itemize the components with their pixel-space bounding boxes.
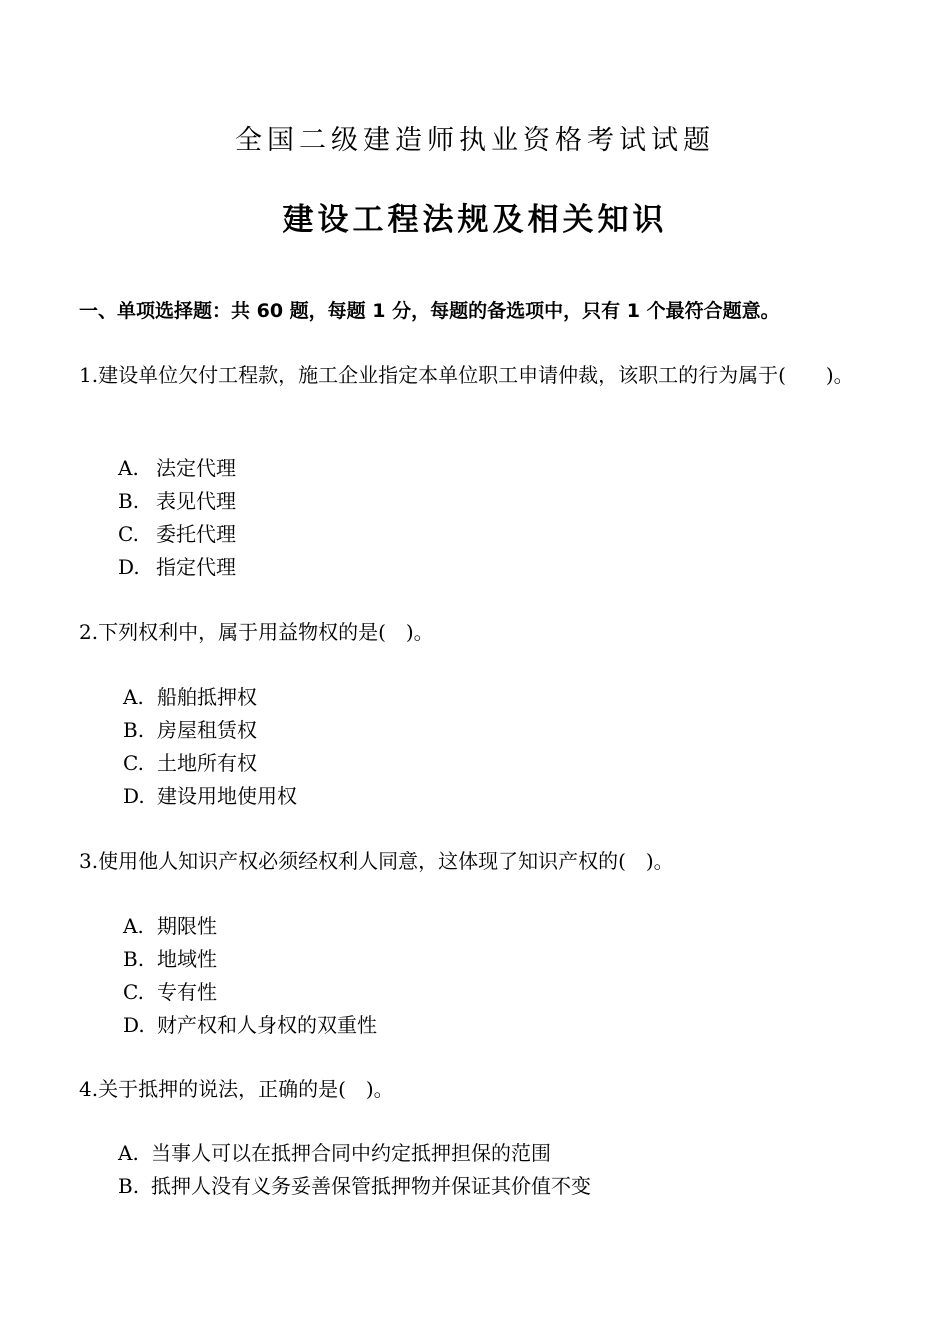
- question-4-stem: 4.关于抵押的说法，正确的是( )。: [79, 1077, 394, 1101]
- option-item: [123, 714, 297, 747]
- option-item: [118, 1170, 591, 1203]
- option-letter: D.: [118, 555, 140, 579]
- option-text: 抵押人没有义务妥善保管抵押物并保证其价值不变: [151, 1174, 591, 1198]
- subject-title: 建设工程法规及相关知识: [282, 202, 668, 238]
- question-4-options: [118, 1137, 591, 1203]
- option-text: 法定代理: [156, 456, 236, 480]
- option-item: [118, 452, 236, 485]
- option-item: [123, 780, 297, 813]
- option-item: [118, 1137, 591, 1170]
- option-item: [118, 518, 236, 551]
- option-letter: A.: [123, 685, 144, 709]
- question-3-options: [123, 910, 377, 1042]
- section-heading: 一、单项选择题：共 60 题，每题 1 分，每题的备选项中，只有 1 个最符合题意。: [79, 300, 780, 322]
- option-item: [123, 1009, 377, 1042]
- option-text: 房屋租赁权: [157, 718, 257, 742]
- option-text: 专有性: [157, 980, 217, 1004]
- option-text: 当事人可以在抵押合同中约定抵押担保的范围: [151, 1141, 551, 1165]
- option-letter: A.: [118, 1141, 139, 1165]
- option-text: 建设用地使用权: [157, 784, 297, 808]
- option-letter: A.: [123, 914, 144, 938]
- option-letter: C.: [123, 751, 144, 775]
- option-letter: A.: [118, 456, 139, 480]
- option-letter: B.: [118, 1174, 140, 1198]
- option-item: [123, 681, 297, 714]
- option-letter: C.: [118, 522, 139, 546]
- option-item: [118, 551, 236, 584]
- option-text: 船舶抵押权: [157, 685, 257, 709]
- question-1-options: [118, 452, 236, 584]
- exam-title: 全国二级建造师执业资格考试试题: [235, 125, 715, 156]
- option-text: 地域性: [157, 947, 217, 971]
- question-2-options: [123, 681, 297, 813]
- option-letter: B.: [123, 718, 145, 742]
- option-text: 委托代理: [156, 522, 236, 546]
- option-letter: B.: [118, 489, 140, 513]
- option-text: 期限性: [157, 914, 217, 938]
- question-2-stem: 2.下列权利中，属于用益物权的是( )。: [79, 620, 434, 644]
- question-3-stem: 3.使用他人知识产权必须经权利人同意，这体现了知识产权的( )。: [79, 849, 674, 873]
- option-letter: D.: [123, 784, 145, 808]
- question-1-stem: 1.建设单位欠付工程款，施工企业指定本单位职工申请仲裁，该职工的行为属于( )。: [79, 363, 854, 387]
- option-item: [118, 485, 236, 518]
- option-item: [123, 910, 377, 943]
- option-text: 表见代理: [156, 489, 236, 513]
- option-letter: D.: [123, 1013, 145, 1037]
- option-item: [123, 976, 377, 1009]
- option-letter: B.: [123, 947, 145, 971]
- option-text: 指定代理: [156, 555, 236, 579]
- option-item: [123, 747, 297, 780]
- option-letter: C.: [123, 980, 144, 1004]
- option-item: [123, 943, 377, 976]
- option-text: 土地所有权: [157, 751, 257, 775]
- option-text: 财产权和人身权的双重性: [157, 1013, 377, 1037]
